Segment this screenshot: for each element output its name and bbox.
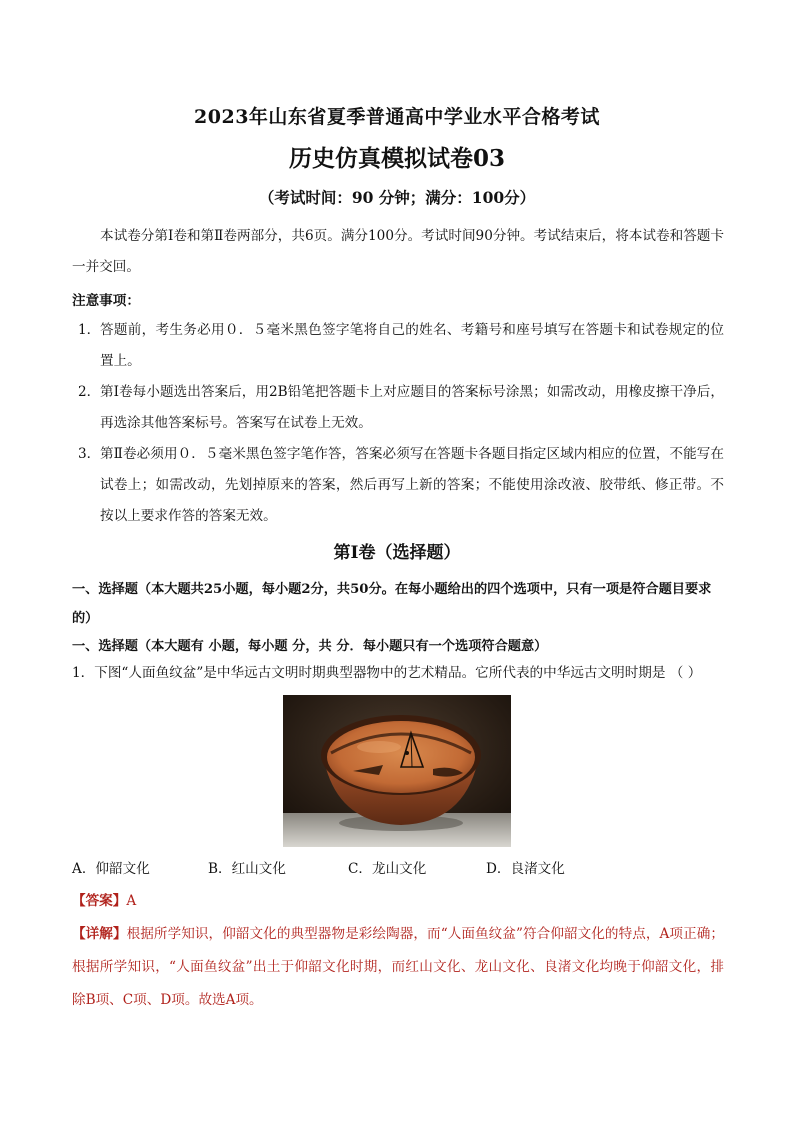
notice-item-text: 第Ⅱ卷必须用０．５毫米黑色签字笔作答，答案必须写在答题卡各题目指定区域内相应的位置，不能写在试卷上；如需改动，先划掉原来的答案，然后再写上新的答案；不能使用涂改液、胶带纸、修正带。不按以上要求作答的答案无效。 [100,446,724,524]
section-instruction-alt: 一、选择题（本大题有 小题，每小题 分，共 分．每小题只有一个选项符合题意） [72,639,548,654]
answer-label: 【答案】 [72,893,127,909]
options-row [0,855,794,883]
answer-value: A [126,893,137,909]
notice-item [78,315,724,377]
detail-explanation [72,918,724,1017]
notice-heading: 注意事项： [72,293,140,309]
option-d: D．良渚文化 [486,861,565,877]
notice-item [78,439,724,532]
intro-paragraph: 本试卷分第Ⅰ卷和第Ⅱ卷两部分，共6页。满分100分。考试时间90分钟。考试结束后，将本试卷和答题卡一并交回。 [72,228,724,275]
time-info: （考试时间：90 分钟；满分：100分） [258,188,536,207]
option-b: B．红山文化 [208,861,286,877]
pottery-bowl-image [283,695,511,847]
notice-item-number: 3． [78,446,101,462]
paper-title: 历史仿真模拟试卷03 [288,145,505,172]
notice-item-text: 答题前，考生务必用０．５毫米黑色签字笔将自己的姓名、考籍号和座号填写在答题卡和试卷规定的位置上。 [100,322,724,369]
answer-line [72,887,136,915]
detail-text: 根据所学知识，仰韶文化的典型器物是彩绘陶器，而“人面鱼纹盆”符合仰韶文化的特点，A项正确；根据所学知识，“人面鱼纹盆”出土于仰韶文化时期，而红山文化、龙山文化、良渚文化均晚于仰韶文化，排除B项、C项、D项。故选A项。 [72,926,724,1008]
notice-item-text: 第Ⅰ卷每小题选出答案后，用2B铅笔把答题卡上对应题目的答案标号涂黑；如需改动，用橡皮擦干净后，再选涂其他答案标号。答案写在试卷上无效。 [100,384,724,431]
notice-item [78,377,724,439]
exam-title: 2023年山东省夏季普通高中学业水平合格考试 [194,106,600,128]
notice-item-number: 1． [78,322,101,338]
section-title: 第Ⅰ卷（选择题） [333,543,461,563]
detail-label: 【详解】 [72,926,127,942]
section-instruction: 一、选择题（本大题共25小题，每小题2分，共50分。在每小题给出的四个选项中，只有一项是符合题目要求的） [72,582,712,626]
option-a: A．仰韶文化 [72,861,150,877]
notice-item-number: 2． [78,384,101,400]
option-c: C．龙山文化 [348,861,427,877]
question-stem: 1．下图“人面鱼纹盆”是中华远古文明时期典型器物中的艺术精品。它所代表的中华远古文明时期是 （ ） [72,665,702,681]
